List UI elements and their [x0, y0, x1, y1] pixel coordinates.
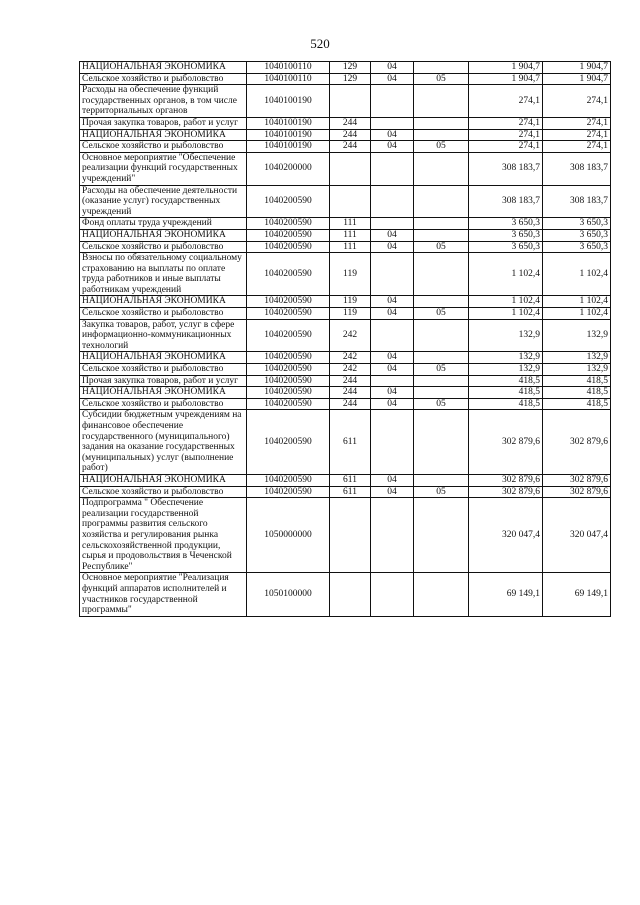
subsection [414, 296, 469, 308]
amount-year-1: 1 904,7 [469, 73, 543, 85]
table-row [80, 352, 611, 364]
section: 04 [371, 129, 414, 141]
row-name: Закупка товаров, работ, услуг в сфере информационно-коммуникационных технологий [80, 319, 247, 352]
table-row [80, 218, 611, 230]
subsection: 05 [414, 308, 469, 320]
amount-year-2: 320 047,4 [543, 498, 611, 573]
subsection: 05 [414, 364, 469, 376]
section: 04 [371, 308, 414, 320]
amount-year-2: 274,1 [543, 141, 611, 153]
row-name: НАЦИОНАЛЬНАЯ ЭКОНОМИКА [80, 352, 247, 364]
amount-year-2: 274,1 [543, 129, 611, 141]
subsection [414, 152, 469, 185]
amount-year-1: 69 149,1 [469, 573, 543, 616]
amount-year-1: 274,1 [469, 117, 543, 129]
amount-year-1: 274,1 [469, 141, 543, 153]
amount-year-2: 3 650,3 [543, 229, 611, 241]
amount-year-1: 418,5 [469, 387, 543, 399]
subsection [414, 573, 469, 616]
target-code: 1040100190 [247, 117, 330, 129]
target-code: 1050000000 [247, 498, 330, 573]
amount-year-2: 274,1 [543, 85, 611, 118]
amount-year-2: 302 879,6 [543, 410, 611, 475]
section [371, 253, 414, 296]
target-code: 1040200590 [247, 410, 330, 475]
amount-year-1: 302 879,6 [469, 486, 543, 498]
table-row [80, 498, 611, 573]
section: 04 [371, 398, 414, 410]
target-code: 1040200590 [247, 474, 330, 486]
subsection: 05 [414, 486, 469, 498]
section [371, 319, 414, 352]
target-code: 1040100190 [247, 141, 330, 153]
target-code: 1040200590 [247, 253, 330, 296]
table-row [80, 375, 611, 387]
amount-year-1: 1 102,4 [469, 296, 543, 308]
subsection: 05 [414, 73, 469, 85]
subsection: 05 [414, 141, 469, 153]
section [371, 410, 414, 475]
row-name: Субсидии бюджетным учреждениям на финансовое обеспечение государственного (муниципального) задания на оказание государственных (муниципальных) услуг (выполнение работ) [80, 410, 247, 475]
subsection [414, 185, 469, 218]
expense-type: 111 [330, 241, 371, 253]
target-code: 1040200000 [247, 152, 330, 185]
table-row [80, 364, 611, 376]
amount-year-2: 1 904,7 [543, 62, 611, 74]
target-code: 1040100190 [247, 129, 330, 141]
section [371, 498, 414, 573]
expense-type: 119 [330, 308, 371, 320]
table-row [80, 229, 611, 241]
amount-year-1: 308 183,7 [469, 152, 543, 185]
row-name: Основное мероприятие "Обеспечение реализации функций государственных учреждений" [80, 152, 247, 185]
section [371, 185, 414, 218]
section: 04 [371, 474, 414, 486]
section [371, 375, 414, 387]
row-name: Основное мероприятие "Реализация функций аппаратов исполнителей и участников государственной программы" [80, 573, 247, 616]
table-row [80, 410, 611, 475]
section: 04 [371, 229, 414, 241]
amount-year-1: 418,5 [469, 398, 543, 410]
amount-year-1: 302 879,6 [469, 474, 543, 486]
table-row [80, 253, 611, 296]
amount-year-2: 308 183,7 [543, 152, 611, 185]
amount-year-1: 274,1 [469, 129, 543, 141]
table-row [80, 85, 611, 118]
row-name: Расходы на обеспечение функций государственных органов, в том числе территориальных органов [80, 85, 247, 118]
subsection [414, 375, 469, 387]
amount-year-2: 302 879,6 [543, 474, 611, 486]
section: 04 [371, 364, 414, 376]
target-code: 1040200590 [247, 229, 330, 241]
table-row [80, 308, 611, 320]
target-code: 1040200590 [247, 387, 330, 399]
table-row [80, 73, 611, 85]
amount-year-1: 132,9 [469, 319, 543, 352]
table-row [80, 398, 611, 410]
table-row [80, 387, 611, 399]
expense-type: 611 [330, 410, 371, 475]
target-code: 1040200590 [247, 308, 330, 320]
expense-type [330, 185, 371, 218]
row-name: Расходы на обеспечение деятельности (оказание услуг) государственных учреждений [80, 185, 247, 218]
row-name: Подпрограмма " Обеспечение реализации государственной программы развития сельского хозяйства и регулирования рынка сельскохозяйственной продукции, сырья и продовольствия в Чеченской Республике" [80, 498, 247, 573]
target-code: 1040200590 [247, 352, 330, 364]
row-name: НАЦИОНАЛЬНАЯ ЭКОНОМИКА [80, 129, 247, 141]
expense-type: 111 [330, 218, 371, 230]
amount-year-1: 308 183,7 [469, 185, 543, 218]
row-name: НАЦИОНАЛЬНАЯ ЭКОНОМИКА [80, 474, 247, 486]
row-name: Взносы по обязательному социальному страхованию на выплаты по оплате труда работников и иные выплаты работникам учреждений [80, 253, 247, 296]
table-row [80, 117, 611, 129]
expense-type: 244 [330, 141, 371, 153]
amount-year-2: 418,5 [543, 375, 611, 387]
table-row [80, 486, 611, 498]
table-row [80, 62, 611, 74]
amount-year-2: 3 650,3 [543, 218, 611, 230]
amount-year-2: 1 102,4 [543, 253, 611, 296]
expense-type: 129 [330, 62, 371, 74]
amount-year-2: 302 879,6 [543, 486, 611, 498]
row-name: Фонд оплаты труда учреждений [80, 218, 247, 230]
target-code: 1040100190 [247, 85, 330, 118]
expense-type: 244 [330, 117, 371, 129]
target-code: 1040100110 [247, 73, 330, 85]
subsection [414, 387, 469, 399]
expense-type: 244 [330, 129, 371, 141]
table-row [80, 241, 611, 253]
row-name: Сельское хозяйство и рыболовство [80, 241, 247, 253]
section: 04 [371, 296, 414, 308]
amount-year-1: 132,9 [469, 364, 543, 376]
section [371, 152, 414, 185]
subsection [414, 129, 469, 141]
subsection [414, 474, 469, 486]
subsection: 05 [414, 241, 469, 253]
section [371, 218, 414, 230]
amount-year-1: 302 879,6 [469, 410, 543, 475]
amount-year-1: 3 650,3 [469, 218, 543, 230]
row-name: Сельское хозяйство и рыболовство [80, 486, 247, 498]
expense-type: 119 [330, 296, 371, 308]
subsection [414, 410, 469, 475]
target-code: 1050100000 [247, 573, 330, 616]
amount-year-2: 274,1 [543, 117, 611, 129]
expense-type: 119 [330, 253, 371, 296]
subsection [414, 85, 469, 118]
table-row [80, 474, 611, 486]
amount-year-1: 418,5 [469, 375, 543, 387]
amount-year-2: 1 102,4 [543, 296, 611, 308]
amount-year-2: 418,5 [543, 387, 611, 399]
row-name: Сельское хозяйство и рыболовство [80, 141, 247, 153]
section: 04 [371, 141, 414, 153]
amount-year-2: 132,9 [543, 352, 611, 364]
subsection [414, 498, 469, 573]
amount-year-2: 1 904,7 [543, 73, 611, 85]
row-name: НАЦИОНАЛЬНАЯ ЭКОНОМИКА [80, 229, 247, 241]
expense-type: 611 [330, 486, 371, 498]
subsection [414, 229, 469, 241]
expense-type [330, 573, 371, 616]
table-row [80, 141, 611, 153]
target-code: 1040200590 [247, 486, 330, 498]
target-code: 1040200590 [247, 398, 330, 410]
section [371, 117, 414, 129]
subsection [414, 253, 469, 296]
section [371, 85, 414, 118]
row-name: Сельское хозяйство и рыболовство [80, 73, 247, 85]
expense-type: 244 [330, 375, 371, 387]
amount-year-1: 132,9 [469, 352, 543, 364]
amount-year-2: 69 149,1 [543, 573, 611, 616]
amount-year-1: 1 102,4 [469, 253, 543, 296]
table-row [80, 185, 611, 218]
table-row [80, 129, 611, 141]
table-row [80, 573, 611, 616]
expense-type [330, 498, 371, 573]
row-name: НАЦИОНАЛЬНАЯ ЭКОНОМИКА [80, 387, 247, 399]
table-body [80, 62, 611, 617]
row-name: Прочая закупка товаров, работ и услуг [80, 375, 247, 387]
row-name: Сельское хозяйство и рыболовство [80, 364, 247, 376]
amount-year-2: 132,9 [543, 364, 611, 376]
budget-table [79, 61, 611, 617]
section: 04 [371, 241, 414, 253]
target-code: 1040200590 [247, 241, 330, 253]
expense-type [330, 85, 371, 118]
amount-year-2: 3 650,3 [543, 241, 611, 253]
expense-type: 242 [330, 319, 371, 352]
amount-year-2: 418,5 [543, 398, 611, 410]
amount-year-1: 274,1 [469, 85, 543, 118]
expense-type: 244 [330, 387, 371, 399]
table-row [80, 319, 611, 352]
target-code: 1040200590 [247, 364, 330, 376]
target-code: 1040100110 [247, 62, 330, 74]
amount-year-1: 1 904,7 [469, 62, 543, 74]
row-name: НАЦИОНАЛЬНАЯ ЭКОНОМИКА [80, 62, 247, 74]
amount-year-1: 320 047,4 [469, 498, 543, 573]
expense-type: 242 [330, 352, 371, 364]
target-code: 1040200590 [247, 218, 330, 230]
section: 04 [371, 62, 414, 74]
expense-type [330, 152, 371, 185]
row-name: НАЦИОНАЛЬНАЯ ЭКОНОМИКА [80, 296, 247, 308]
amount-year-2: 1 102,4 [543, 308, 611, 320]
section: 04 [371, 486, 414, 498]
section: 04 [371, 73, 414, 85]
subsection [414, 218, 469, 230]
expense-type: 111 [330, 229, 371, 241]
target-code: 1040200590 [247, 296, 330, 308]
subsection [414, 62, 469, 74]
expense-type: 129 [330, 73, 371, 85]
expense-type: 244 [330, 398, 371, 410]
row-name: Сельское хозяйство и рыболовство [80, 398, 247, 410]
section: 04 [371, 352, 414, 364]
target-code: 1040200590 [247, 185, 330, 218]
subsection [414, 117, 469, 129]
expense-type: 242 [330, 364, 371, 376]
row-name: Сельское хозяйство и рыболовство [80, 308, 247, 320]
amount-year-1: 1 102,4 [469, 308, 543, 320]
row-name: Прочая закупка товаров, работ и услуг [80, 117, 247, 129]
page-number: 520 [310, 36, 330, 51]
section [371, 573, 414, 616]
table-row [80, 152, 611, 185]
amount-year-1: 3 650,3 [469, 241, 543, 253]
amount-year-2: 132,9 [543, 319, 611, 352]
target-code: 1040200590 [247, 319, 330, 352]
amount-year-2: 308 183,7 [543, 185, 611, 218]
target-code: 1040200590 [247, 375, 330, 387]
table-row [80, 296, 611, 308]
amount-year-1: 3 650,3 [469, 229, 543, 241]
expense-type: 611 [330, 474, 371, 486]
subsection [414, 319, 469, 352]
subsection: 05 [414, 398, 469, 410]
subsection [414, 352, 469, 364]
section: 04 [371, 387, 414, 399]
